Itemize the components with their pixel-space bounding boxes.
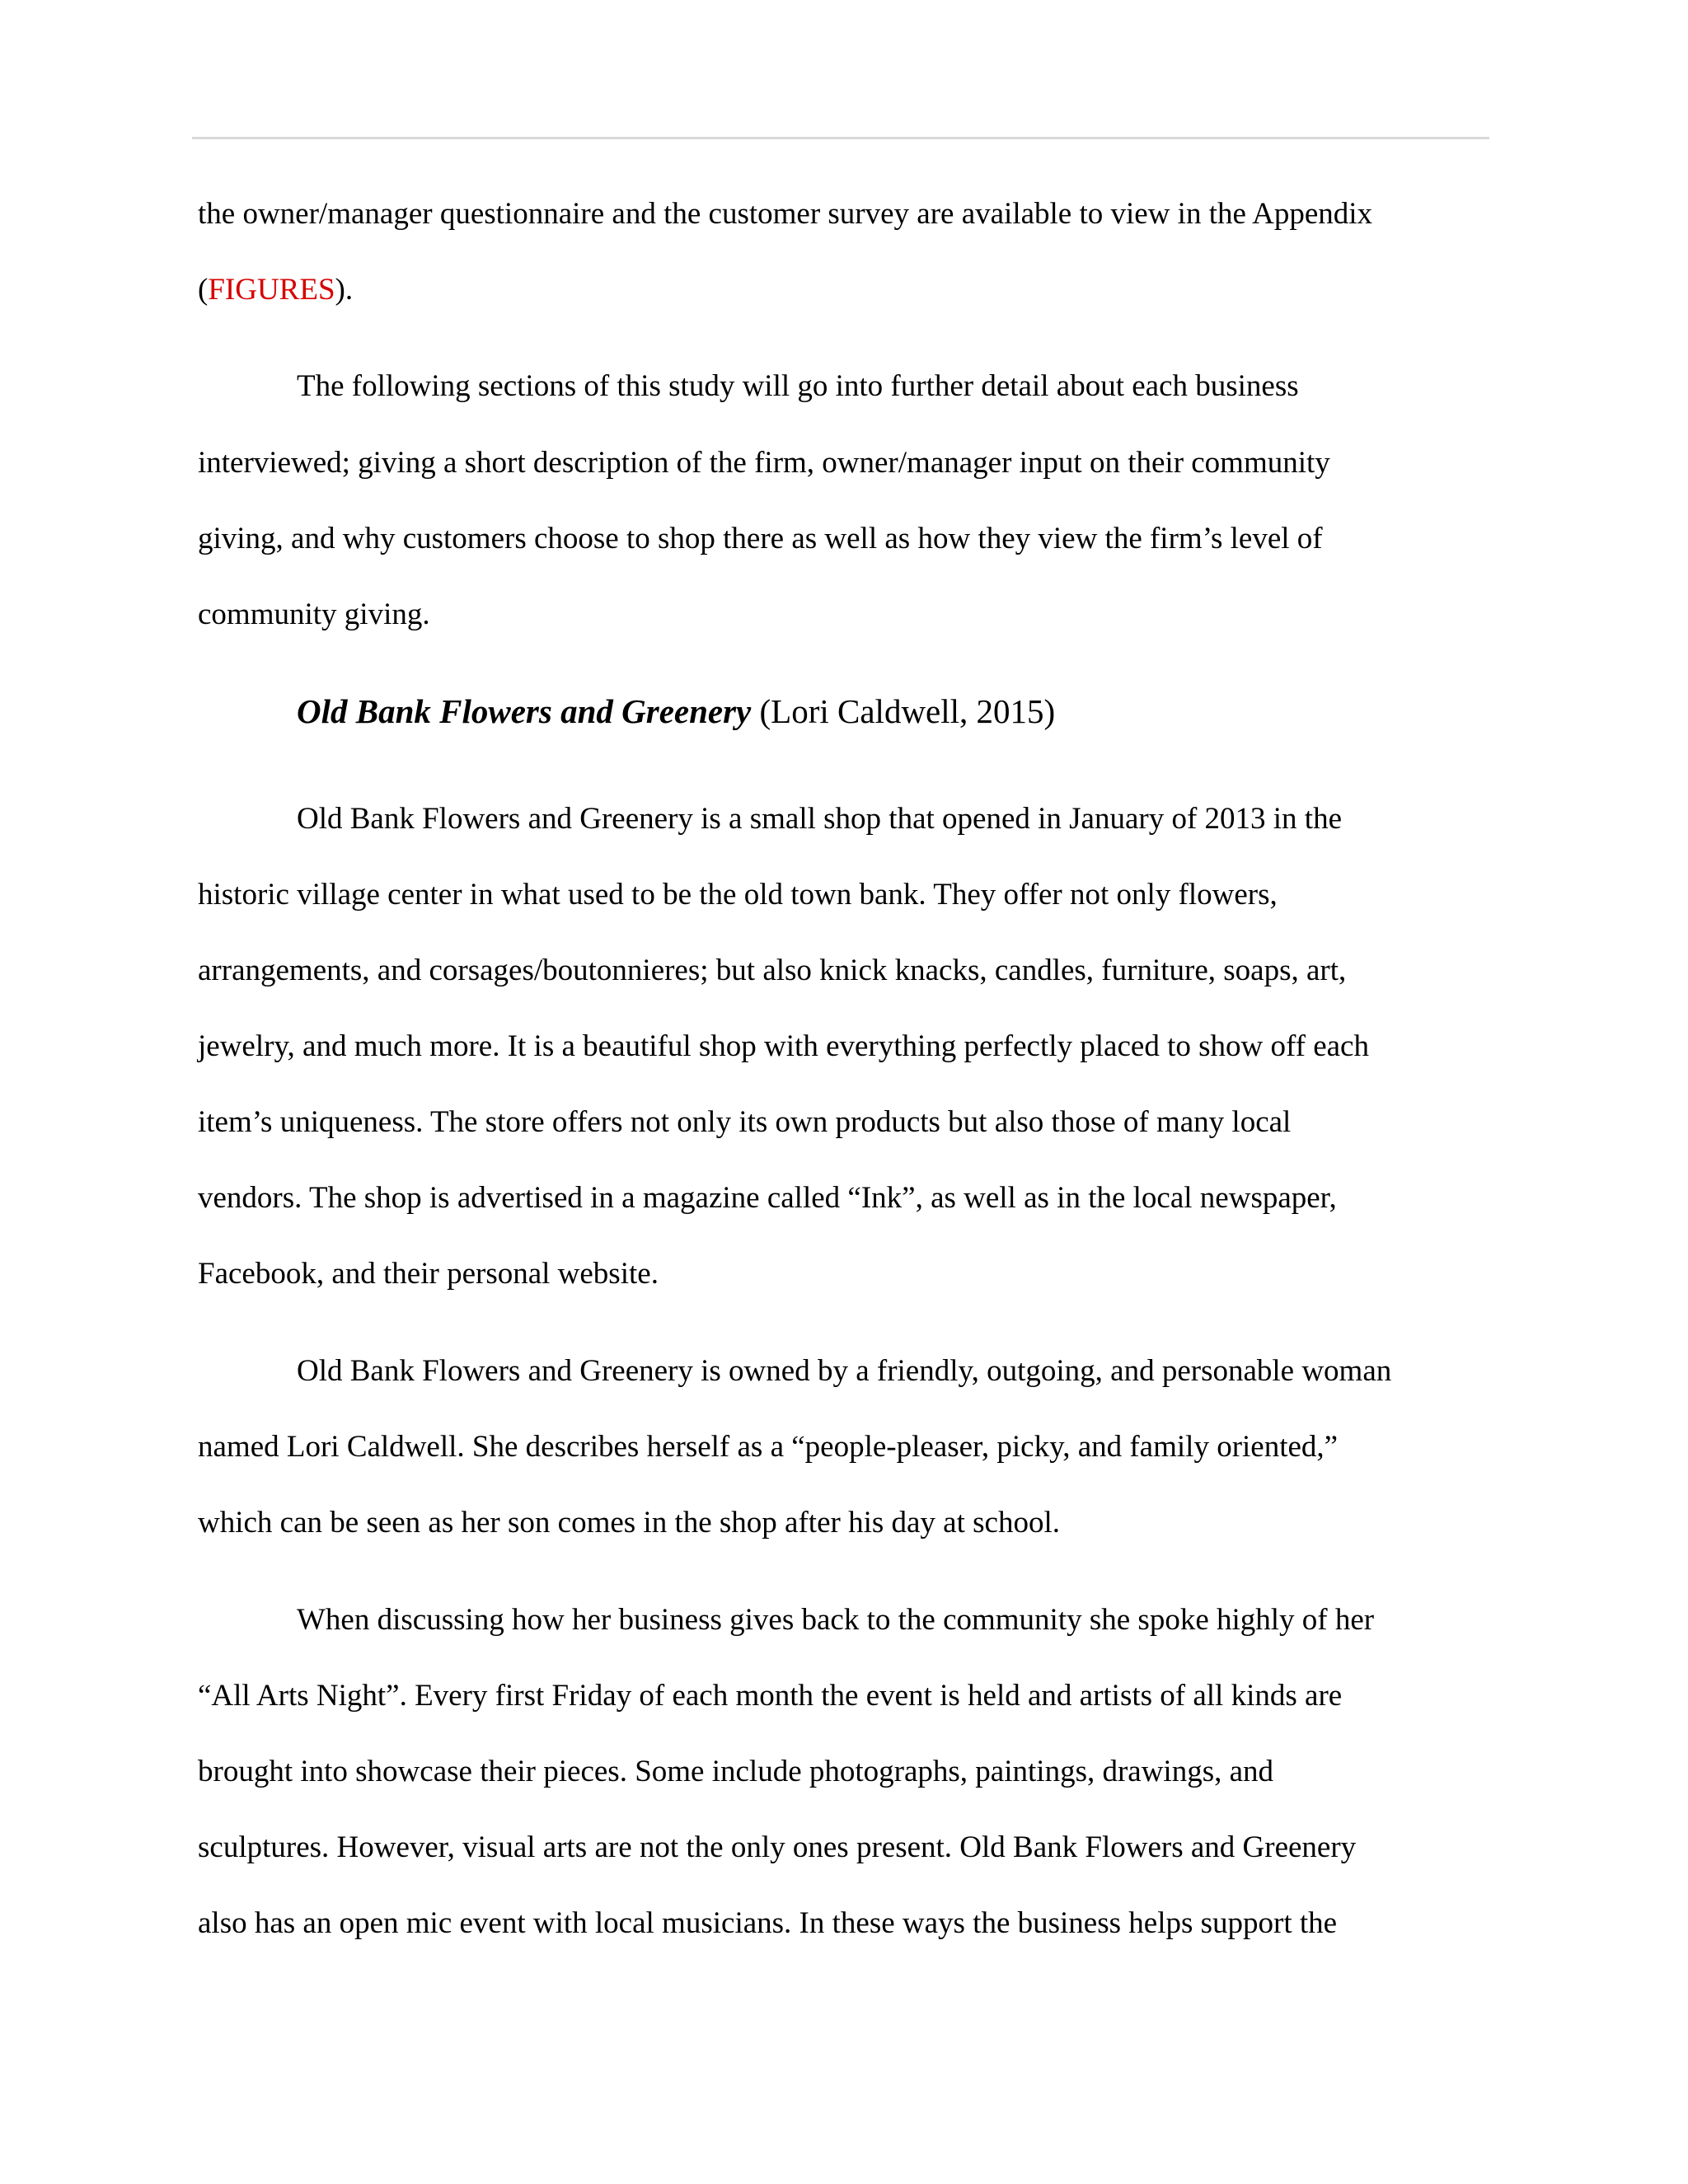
para3-line: arrangements, and corsages/boutonnieres; but also knick knacks, candles, furniture, soaps, art, <box>198 954 1347 987</box>
para3-line: historic village center in what used to be the old town bank. They offer not only flowers, <box>198 878 1278 912</box>
para2-line: The following sections of this study will go into further detail about each business <box>297 369 1299 403</box>
para1-line: the owner/manager questionnaire and the customer survey are available to view in the Appendix <box>198 197 1373 231</box>
para4-line: named Lori Caldwell. She describes herself as a “people-pleaser, picky, and family oriented,” <box>198 1430 1339 1464</box>
para3-line: item’s uniqueness. The store offers not only its own products but also those of many local <box>198 1105 1292 1139</box>
para5-line: sculptures. However, visual arts are not the only ones present. Old Bank Flowers and Greenery <box>198 1830 1357 1864</box>
section-heading <box>297 692 1055 730</box>
figures-link[interactable]: FIGURES <box>208 273 335 307</box>
para2-line: giving, and why customers choose to shop there as well as how they view the firm’s level of <box>198 522 1323 555</box>
para5-line: also has an open mic event with local musicians. In these ways the business helps support the <box>198 1906 1338 1940</box>
para3-line: Old Bank Flowers and Greenery is a small shop that opened in January of 2013 in the <box>297 802 1343 836</box>
para5-line: When discussing how her business gives back to the community she spoke highly of her <box>297 1603 1375 1637</box>
para5-line: brought into showcase their pieces. Some include photographs, paintings, drawings, and <box>198 1755 1274 1788</box>
close-paren: ). <box>335 273 354 307</box>
para2-line: community giving. <box>198 598 430 631</box>
para2-line: interviewed; giving a short description of the firm, owner/manager input on their community <box>198 446 1330 480</box>
para5-line: “All Arts Night”. Every first Friday of each month the event is held and artists of all kinds are <box>198 1679 1343 1713</box>
open-paren: ( <box>198 273 209 307</box>
para3-line: vendors. The shop is advertised in a magazine called “Ink”, as well as in the local newspaper, <box>198 1181 1337 1215</box>
header-rule <box>192 137 1489 139</box>
para1-line <box>198 271 353 309</box>
section-citation: (Lori Caldwell, 2015) <box>751 692 1056 730</box>
para4-line: which can be seen as her son comes in the shop after his day at school. <box>198 1506 1060 1540</box>
para3-line: Facebook, and their personal website. <box>198 1257 659 1291</box>
para4-line: Old Bank Flowers and Greenery is owned by a friendly, outgoing, and personable woman <box>297 1354 1392 1388</box>
section-title: Old Bank Flowers and Greenery <box>297 692 752 730</box>
para3-line: jewelry, and much more. It is a beautiful shop with everything perfectly placed to show off each <box>198 1029 1369 1063</box>
